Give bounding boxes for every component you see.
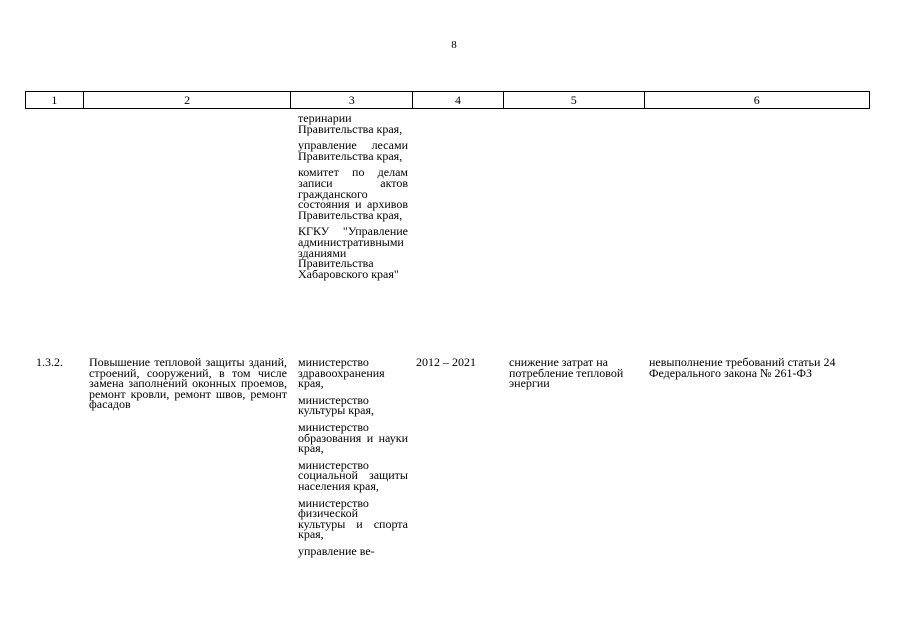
result: снижение затрат на потребление тепловой энергии (509, 355, 624, 391)
period: 2012 – 2021 (416, 355, 476, 369)
header-col-4: 4 (413, 92, 504, 108)
executor: управление ве- (298, 543, 375, 558)
executor-cont: КГКУ "Управление административными зданиями Правительства Хабаровского края" (298, 224, 408, 281)
executor-cont: теринарии Правительства края, (298, 111, 403, 136)
measure-text: Повышение тепловой защиты зданий, строений, сооружений, в том числе замена заполнений оконных проемов, ремонт кровли, ремонт швов, ремонт фасадов (89, 355, 287, 412)
executor-cont: комитет по делам записи актов гражданского состояния и архивов Правительства края, (298, 165, 408, 222)
header-col-1: 1 (26, 92, 84, 108)
executor: министерство культуры края, (298, 392, 374, 418)
executor-cont: управление лесами Правительства края, (298, 138, 408, 163)
continued-executors (298, 113, 408, 285)
executor: министерство социальной защиты населения края, (298, 457, 408, 493)
row-number: 1.3.2. (36, 355, 63, 369)
executors (298, 357, 408, 563)
executor: министерство здравоохранения края, (298, 355, 385, 391)
executor: министерство образования и науки края, (298, 419, 408, 456)
page-number: 8 (451, 39, 457, 51)
header-col-2: 2 (84, 92, 292, 108)
table-header (25, 91, 870, 109)
header-col-6: 6 (753, 93, 760, 107)
header-col-5: 5 (504, 92, 645, 108)
executor: министерство физической культуры и спорта края, (298, 495, 408, 542)
header-col-3: 3 (291, 92, 413, 108)
consequence: невыполнение требований статьи 24 Федерального закона № 261-ФЗ (649, 355, 836, 380)
